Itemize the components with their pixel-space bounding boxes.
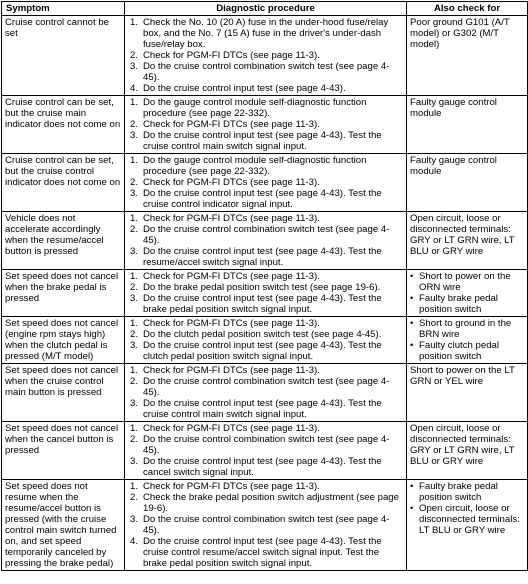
bullet-icon: • <box>410 340 414 351</box>
also-check-item <box>410 318 524 340</box>
also-check-list <box>410 318 524 362</box>
procedure-step: 3. Do the cruise control input test (see page 4-43). Test the resume/accel switch signal input. <box>130 246 403 268</box>
symptom-cell: Set speed does not resume when the resume/accel button is pressed (with the cruise control main switch turned on, and set speed temporarily canceled by pressing the brake pedal) <box>2 480 125 571</box>
table-row <box>2 16 528 96</box>
bullet-icon: • <box>410 481 414 492</box>
procedure-cell <box>125 212 407 270</box>
also-check-list <box>410 271 524 315</box>
also-check-item <box>410 340 524 362</box>
bullet-icon: • <box>410 318 414 329</box>
symptom-cell: Set speed does not cancel when the cruise control main button is pressed <box>2 364 125 422</box>
procedure-step: 1. Check for PGM-FI DTCs (see page 11-3). <box>130 318 403 329</box>
procedure-steps <box>128 213 403 268</box>
procedure-step: 3. Do the cruise control combination switch test (see page 4-45). <box>130 61 403 83</box>
procedure-step-text: Check for PGM-FI DTCs (see page 11-3). <box>143 481 320 492</box>
procedure-step: 2. Do the clutch pedal position switch test (see page 4-45). <box>130 329 403 340</box>
procedure-step: 3. Do the cruise control input test (see page 4-43). Test the clutch pedal position switch signal input. <box>130 340 403 362</box>
also-check-cell <box>407 154 528 212</box>
procedure-step: 1. Check for PGM-FI DTCs (see page 11-3). <box>130 365 403 376</box>
procedure-step-text: Do the gauge control module self-diagnostic function procedure (see page 22-332). <box>143 97 367 119</box>
symptom-cell: Cruise control cannot be set <box>2 16 125 96</box>
procedure-cell <box>125 317 407 364</box>
procedure-step: 3. Do the cruise control input test (see page 4-43). Test the cruise control main switch signal input. <box>130 130 403 152</box>
procedure-step-text: Do the cruise control combination switch test (see page 4-45). <box>143 434 390 456</box>
procedure-cell <box>125 422 407 480</box>
symptom-cell: Set speed does not cancel when the brake pedal is pressed <box>2 270 125 317</box>
procedure-step: 2. Do the cruise control combination switch test (see page 4-45). <box>130 434 403 456</box>
also-check-text: Faulty gauge control module <box>410 97 497 119</box>
procedure-step: 2. Check for PGM-FI DTCs (see page 11-3). <box>130 119 403 130</box>
also-check-item <box>410 271 524 293</box>
symptom-cell: Set speed does not cancel (engine rpm stays high) when the clutch pedal is pressed (M/T model) <box>2 317 125 364</box>
header-row <box>2 2 528 16</box>
also-check-text: Open circuit, loose or disconnected terminals: GRY or LT GRN wire, LT BLU or GRY wire <box>410 423 515 467</box>
also-check-text: Poor ground G101 (A/T model) or G302 (M/T model) <box>410 17 510 50</box>
procedure-step: 1. Check the No. 10 (20 A) fuse in the under-hood fuse/relay box, and the No. 7 (15 A) fuse in the driver's under-dash fuse/relay box. <box>130 17 403 50</box>
procedure-cell <box>125 16 407 96</box>
also-check-text: Short to power on the ORN wire <box>419 271 511 293</box>
procedure-step-text: Check for PGM-FI DTCs (see page 11-3). <box>143 318 320 329</box>
also-check-cell <box>407 364 528 422</box>
procedure-step: 2. Check for PGM-FI DTCs (see page 11-3). <box>130 50 403 61</box>
procedure-step-text: Do the brake pedal position switch test (see page 19-6). <box>143 282 381 293</box>
procedure-step-text: Do the cruise control combination switch test (see page 4-45). <box>143 61 390 83</box>
procedure-step: 2. Do the brake pedal position switch test (see page 19-6). <box>130 282 403 293</box>
procedure-step: 1. Do the gauge control module self-diagnostic function procedure (see page 22-332). <box>130 155 403 177</box>
also-check-cell <box>407 480 528 571</box>
table-row <box>2 422 528 480</box>
procedure-cell <box>125 96 407 154</box>
header-diagnostic-procedure: Diagnostic procedure <box>125 2 407 16</box>
procedure-cell <box>125 480 407 571</box>
procedure-step: 2. Do the cruise control combination switch test (see page 4-45). <box>130 376 403 398</box>
procedure-step-text: Check the No. 10 (20 A) fuse in the under-hood fuse/relay box, and the No. 7 (15 A) fuse in the driver's under-dash fuse/relay box. <box>143 17 389 50</box>
also-check-text: Faulty brake pedal position switch <box>419 293 498 315</box>
procedure-step: 1. Check for PGM-FI DTCs (see page 11-3). <box>130 271 403 282</box>
procedure-step-text: Check for PGM-FI DTCs (see page 11-3). <box>143 423 320 434</box>
procedure-step-text: Check for PGM-FI DTCs (see page 11-3). <box>143 50 320 61</box>
procedure-step-text: Do the cruise control input test (see page 4-43). Test the cruise control main switch signal input. <box>143 130 382 152</box>
procedure-cell <box>125 270 407 317</box>
also-check-cell <box>407 422 528 480</box>
procedure-step-text: Do the cruise control input test (see page 4-43). <box>143 83 346 94</box>
bullet-icon: • <box>410 293 414 304</box>
procedure-step-text: Check for PGM-FI DTCs (see page 11-3). <box>143 213 320 224</box>
procedure-step-text: Do the cruise control input test (see page 4-43). Test the cancel switch signal input. <box>143 456 382 478</box>
also-check-item <box>410 481 524 503</box>
procedure-step: 4. Do the cruise control input test (see page 4-43). <box>130 83 403 94</box>
also-check-text: Short to power on the LT GRN or YEL wire <box>410 365 515 387</box>
also-check-text: Open circuit, loose or disconnected terminals: LT BLU or GRY wire <box>419 503 520 536</box>
procedure-step-text: Check the brake pedal position switch adjustment (see page 19-6). <box>143 492 399 514</box>
also-check-item <box>410 503 524 536</box>
procedure-step-text: Check for PGM-FI DTCs (see page 11-3). <box>143 271 320 282</box>
procedure-steps <box>128 481 403 569</box>
procedure-steps <box>128 17 403 94</box>
cruise-control-troubleshooting-table <box>1 1 528 571</box>
bullet-icon: • <box>410 271 414 282</box>
procedure-step: 4. Do the cruise control input test (see page 4-43). Test the cruise control resume/accel switch signal input. Test the brake pedal position switch signal input. <box>130 536 403 569</box>
procedure-step-text: Do the cruise control combination switch test (see page 4-45). <box>143 376 390 398</box>
procedure-step: 2. Check the brake pedal position switch adjustment (see page 19-6). <box>130 492 403 514</box>
table-row <box>2 317 528 364</box>
table-row <box>2 212 528 270</box>
procedure-step: 2. Do the cruise control combination switch test (see page 4-45). <box>130 224 403 246</box>
procedure-steps <box>128 365 403 420</box>
procedure-step-text: Do the clutch pedal position switch test (see page 4-45). <box>143 329 382 340</box>
procedure-step: 2. Check for PGM-FI DTCs (see page 11-3). <box>130 177 403 188</box>
procedure-step-text: Do the cruise control input test (see page 4-43). Test the brake pedal position switch signal input. <box>143 293 382 315</box>
also-check-text: Short to ground in the BRN wire <box>419 318 512 340</box>
procedure-step-text: Do the cruise control input test (see page 4-43). Test the cruise control resume/accel switch signal input. Test the brake pedal position switch signal input. <box>143 536 382 569</box>
procedure-step: 3. Do the cruise control input test (see page 4-43). Test the cruise control main switch signal input. <box>130 398 403 420</box>
also-check-text: Open circuit, loose or disconnected terminals: GRY or LT GRN wire, LT BLU or GRY wire <box>410 213 515 257</box>
procedure-step-text: Do the gauge control module self-diagnostic function procedure (see page 22-332). <box>143 155 367 177</box>
header-symptom: Symptom <box>2 2 125 16</box>
procedure-step-text: Do the cruise control input test (see page 4-43). Test the cruise control indicator signal input. <box>143 188 382 210</box>
procedure-steps <box>128 423 403 478</box>
symptom-cell: Vehicle does not accelerate accordingly when the resume/accel button is pressed <box>2 212 125 270</box>
procedure-step: 1. Check for PGM-FI DTCs (see page 11-3). <box>130 481 403 492</box>
symptom-cell: Cruise control can be set, but the cruise main indicator does not come on <box>2 96 125 154</box>
table-row <box>2 96 528 154</box>
also-check-cell <box>407 16 528 96</box>
procedure-step: 1. Check for PGM-FI DTCs (see page 11-3). <box>130 423 403 434</box>
procedure-step-text: Do the cruise control input test (see page 4-43). Test the clutch pedal position switch signal input. <box>143 340 382 362</box>
table-row <box>2 480 528 571</box>
procedure-cell <box>125 154 407 212</box>
symptom-cell: Cruise control can be set, but the cruise control indicator does not come on <box>2 154 125 212</box>
procedure-step: 3. Do the cruise control combination switch test (see page 4-45). <box>130 514 403 536</box>
procedure-step: 1. Do the gauge control module self-diagnostic function procedure (see page 22-332). <box>130 97 403 119</box>
procedure-step: 1. Check for PGM-FI DTCs (see page 11-3). <box>130 213 403 224</box>
also-check-cell <box>407 212 528 270</box>
also-check-cell <box>407 270 528 317</box>
procedure-steps <box>128 318 403 362</box>
also-check-text: Faulty brake pedal position switch <box>419 481 498 503</box>
table-row <box>2 270 528 317</box>
procedure-steps <box>128 271 403 315</box>
procedure-step-text: Do the cruise control input test (see page 4-43). Test the resume/accel switch signal input. <box>143 246 382 268</box>
table-row <box>2 154 528 212</box>
procedure-step-text: Do the cruise control combination switch test (see page 4-45). <box>143 224 390 246</box>
also-check-list <box>410 481 524 536</box>
procedure-step: 3. Do the cruise control input test (see page 4-43). Test the cruise control indicator signal input. <box>130 188 403 210</box>
also-check-cell <box>407 96 528 154</box>
procedure-step: 3. Do the cruise control input test (see page 4-43). Test the brake pedal position switch signal input. <box>130 293 403 315</box>
also-check-item <box>410 293 524 315</box>
procedure-step-text: Do the cruise control input test (see page 4-43). Test the cruise control main switch signal input. <box>143 398 382 420</box>
also-check-cell <box>407 317 528 364</box>
procedure-step: 3. Do the cruise control input test (see page 4-43). Test the cancel switch signal input. <box>130 456 403 478</box>
bullet-icon: • <box>410 503 414 514</box>
procedure-steps <box>128 155 403 210</box>
procedure-step-text: Check for PGM-FI DTCs (see page 11-3). <box>143 119 320 130</box>
procedure-steps <box>128 97 403 152</box>
procedure-step-text: Check for PGM-FI DTCs (see page 11-3). <box>143 177 320 188</box>
header-also-check-for: Also check for <box>407 2 528 16</box>
procedure-step-text: Do the cruise control combination switch test (see page 4-45). <box>143 514 390 536</box>
also-check-text: Faulty clutch pedal position switch <box>419 340 499 362</box>
also-check-text: Faulty gauge control module <box>410 155 497 177</box>
procedure-cell <box>125 364 407 422</box>
table-body <box>2 16 528 571</box>
procedure-step-text: Check for PGM-FI DTCs (see page 11-3). <box>143 365 320 376</box>
symptom-cell: Set speed does not cancel when the cancel button is pressed <box>2 422 125 480</box>
table-row <box>2 364 528 422</box>
